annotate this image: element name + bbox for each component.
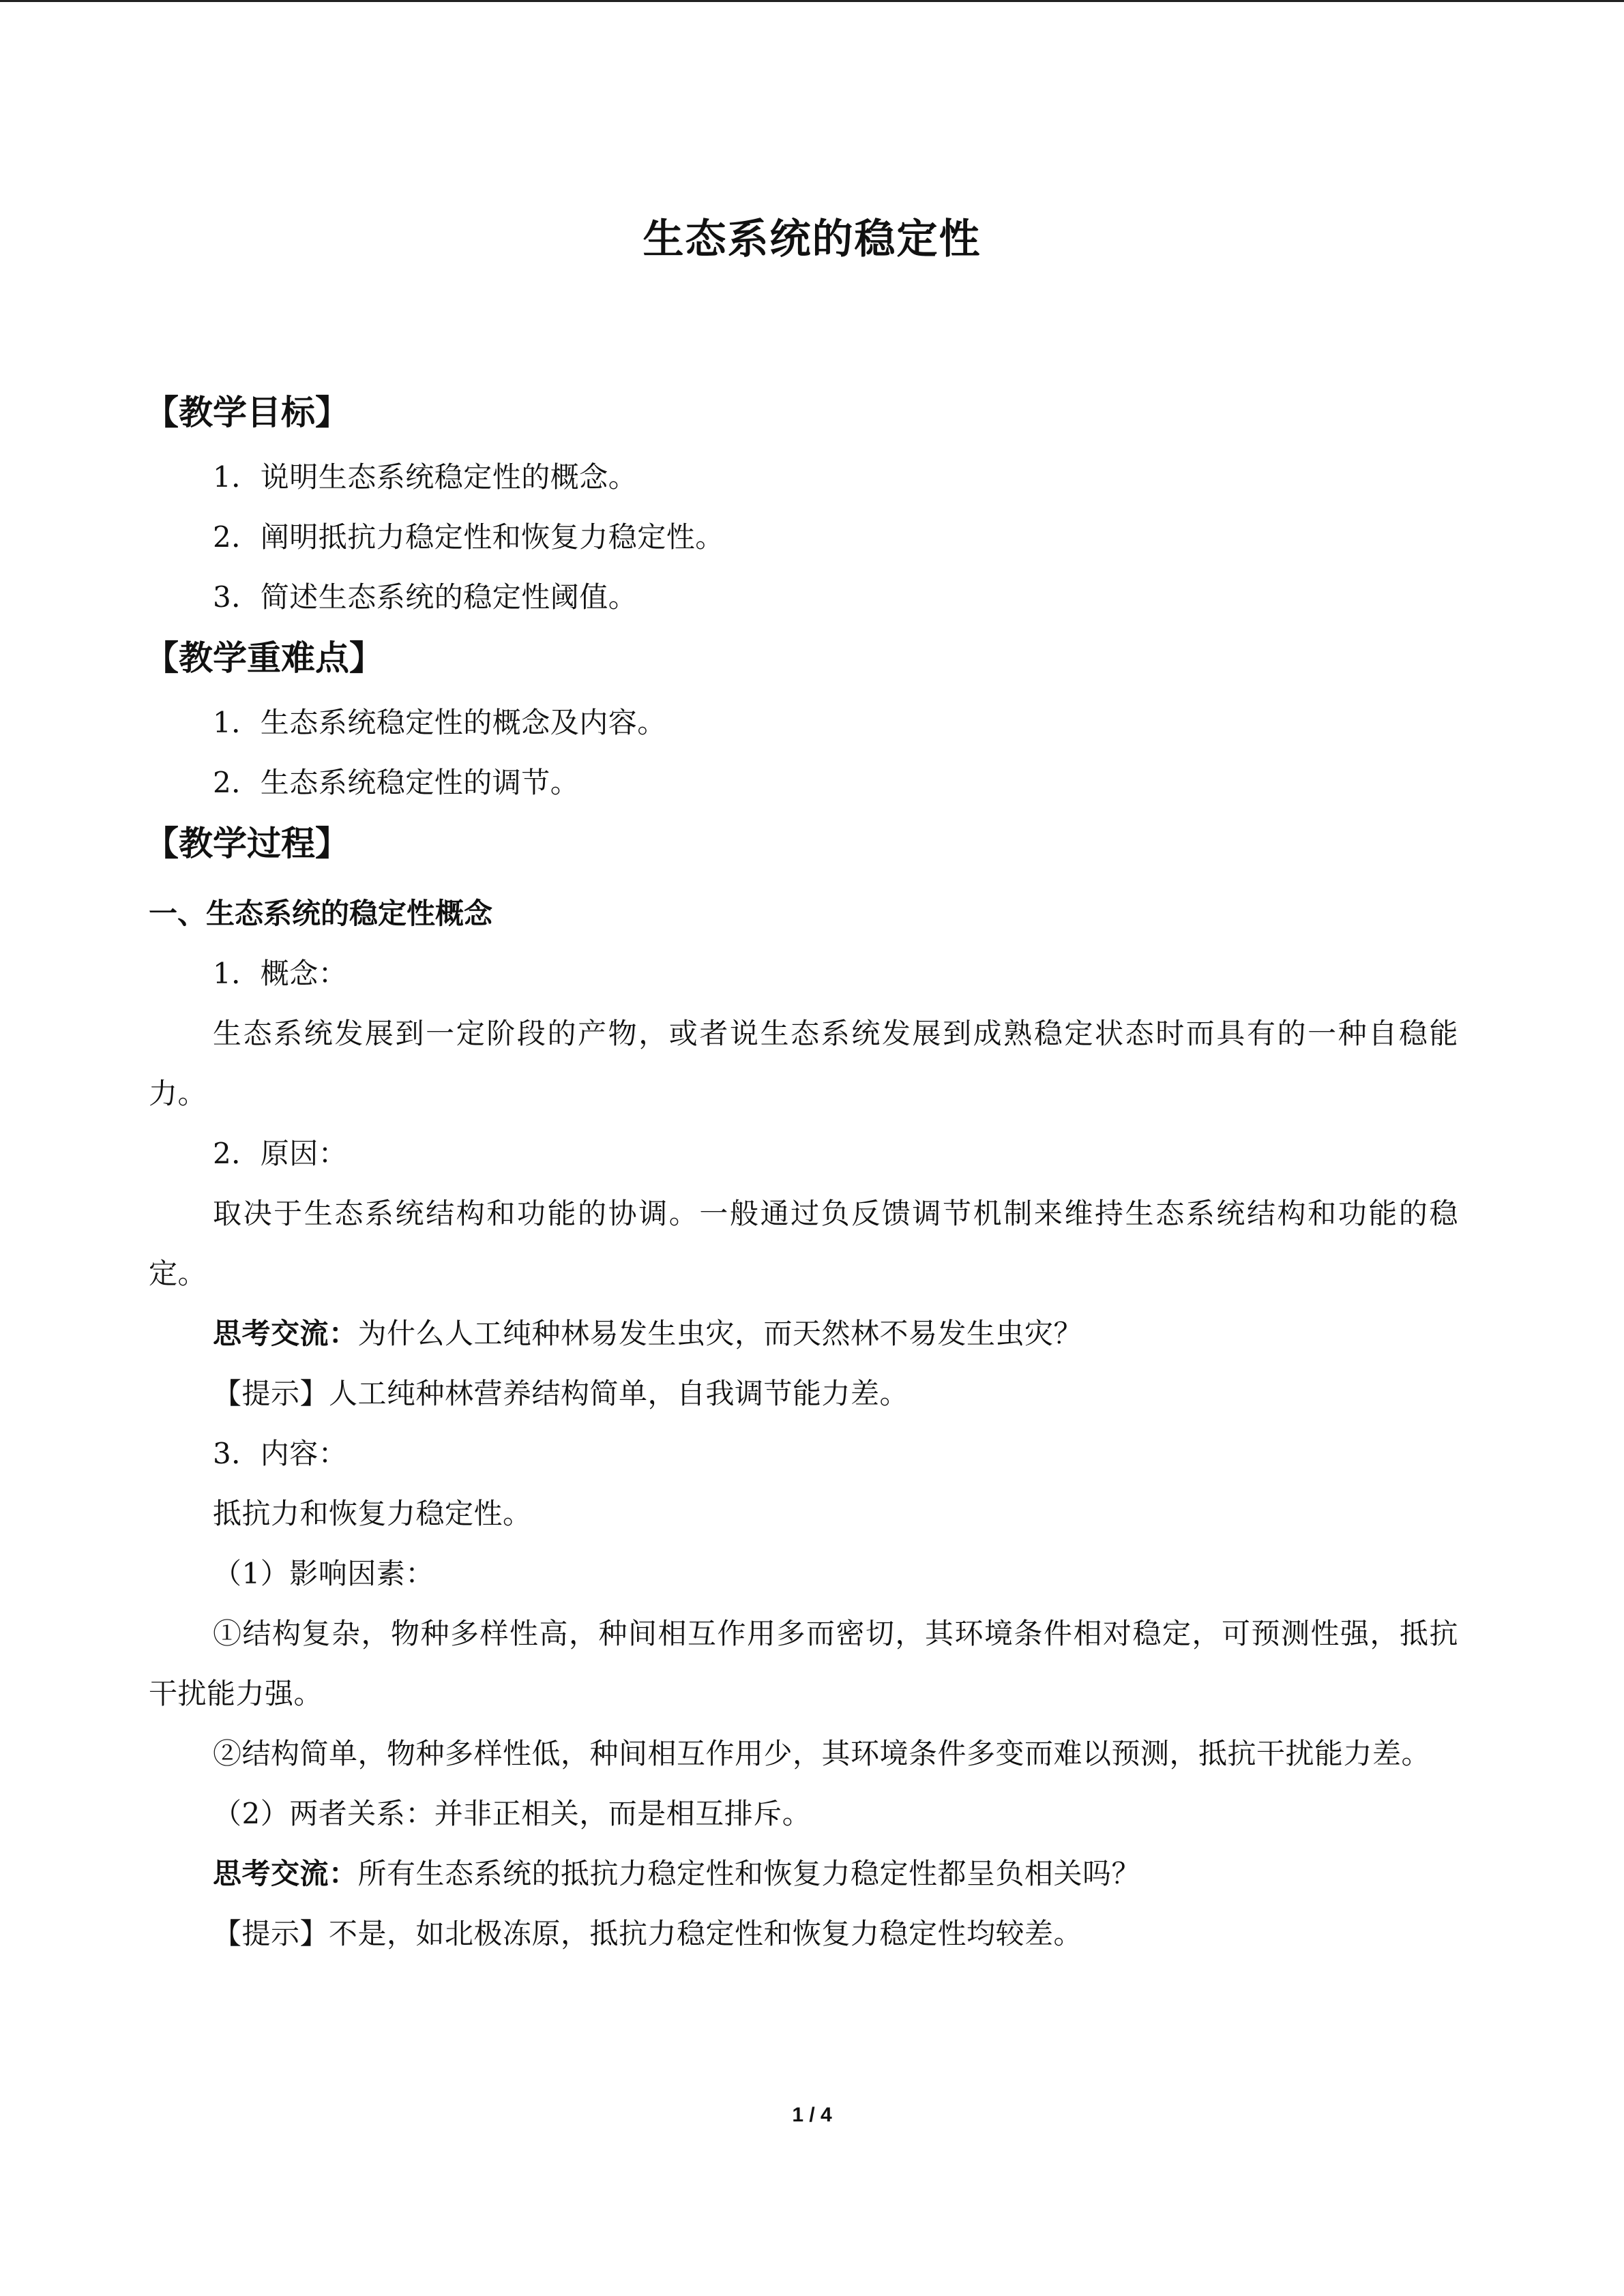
page-title: 生态系统的稳定性 <box>643 215 981 263</box>
hint-text: 不是，如北极冻原，抵抗力稳定性和恢复力稳定性均较差。 <box>329 1917 1083 1950</box>
top-border <box>0 0 1624 2</box>
factors-label: （1）影响因素： <box>213 1557 434 1590</box>
factor-1-paragraph: ①结构复杂，物种多样性高，种间相互作用多而密切，其环境条件相对稳定，可预测性强，抵抗干扰能力强。 <box>149 1617 1458 1710</box>
process-heading: 【教学过程】 <box>145 824 349 863</box>
relation-text: （2）两者关系：并非正相关，而是相互排斥。 <box>213 1797 812 1830</box>
factor-2-paragraph: ②结构简单，物种多样性低，种间相互作用少，其环境条件多变而难以预测，抵抗干扰能力差。 <box>213 1737 1431 1770</box>
objective-item: 2．阐明抵抗力稳定性和恢复力稳定性。 <box>213 520 724 554</box>
part1-heading: 一、生态系统的稳定性概念 <box>149 897 493 930</box>
think-text: 为什么人工纯种林易发生虫灾，而天然林不易发生虫灾？ <box>357 1317 1083 1350</box>
hint-1 <box>149 1364 1458 1424</box>
think-label: 思考交流： <box>213 1317 358 1350</box>
cause-label: 2．原因： <box>213 1137 348 1170</box>
think-text: 所有生态系统的抵抗力稳定性和恢复力稳定性都呈负相关吗？ <box>357 1857 1141 1890</box>
page-number: 1 / 4 <box>792 2104 832 2126</box>
objective-item: 1．说明生态系统稳定性的概念。 <box>213 460 638 494</box>
objectives-heading: 【教学目标】 <box>145 393 349 432</box>
concept-paragraph: 生态系统发展到一定阶段的产物，或者说生态系统发展到成熟稳定状态时而具有的一种自稳能力。 <box>149 1017 1458 1110</box>
think-question-1 <box>149 1304 1458 1364</box>
hint-label: 【提示】 <box>213 1917 329 1950</box>
content-label: 3．内容： <box>213 1437 348 1470</box>
key-point-item: 1．生态系统稳定性的概念及内容。 <box>213 706 666 739</box>
document-body <box>145 382 1458 1964</box>
concept-label: 1．概念： <box>213 957 348 990</box>
hint-label: 【提示】 <box>213 1377 329 1410</box>
hint-2 <box>149 1904 1458 1964</box>
key-point-item: 2．生态系统稳定性的调节。 <box>213 766 580 799</box>
content-text: 抵抗力和恢复力稳定性。 <box>213 1497 532 1530</box>
objective-item: 3．简述生态系统的稳定性阈值。 <box>213 580 638 614</box>
hint-text: 人工纯种林营养结构简单，自我调节能力差。 <box>329 1377 909 1410</box>
think-question-2 <box>149 1844 1458 1904</box>
think-label: 思考交流： <box>213 1857 358 1890</box>
cause-paragraph: 取决于生态系统结构和功能的协调。一般通过负反馈调节机制来维持生态系统结构和功能的稳定。 <box>149 1197 1458 1290</box>
key-points-heading: 【教学重难点】 <box>145 638 383 678</box>
